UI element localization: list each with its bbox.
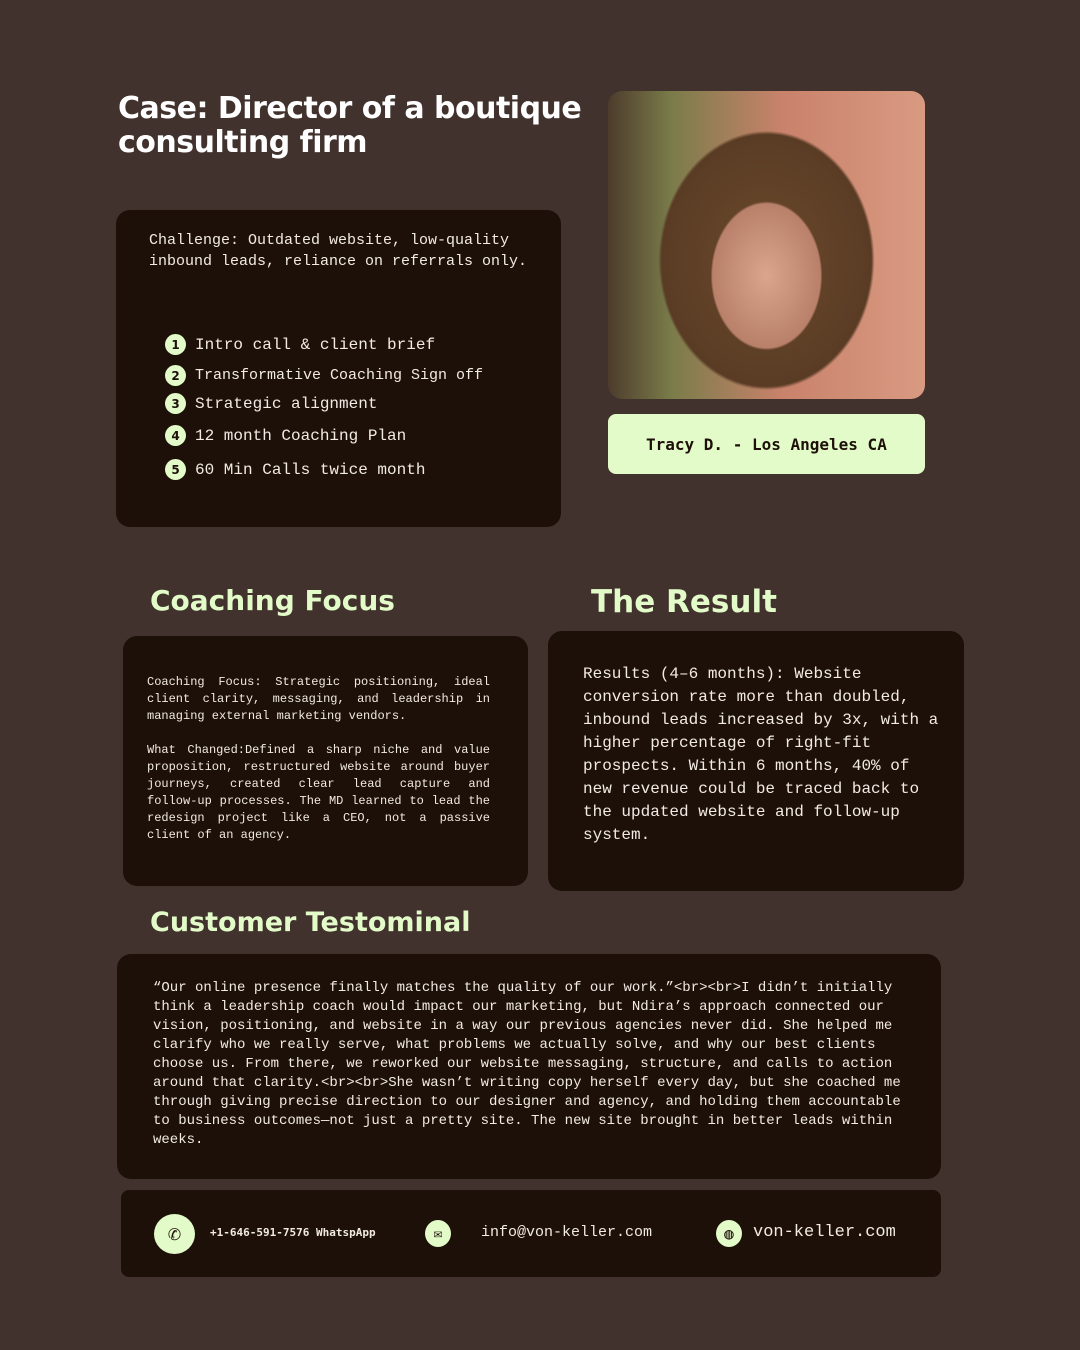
step-item — [165, 365, 483, 386]
website-link[interactable]: von-keller.com — [753, 1223, 896, 1242]
step-number: 1 — [165, 334, 186, 355]
page-title: Case: Director of a boutique consulting firm — [118, 91, 582, 160]
globe-icon: ◍ — [716, 1220, 742, 1247]
step-number: 5 — [165, 459, 186, 480]
step-label: 12 month Coaching Plan — [195, 426, 407, 445]
step-item — [165, 393, 377, 414]
challenge-text: Challenge: Outdated website, low-quality inbound leads, reliance on referrals only. — [149, 232, 528, 270]
step-number: 4 — [165, 425, 186, 446]
coaching-focus-text: Coaching Focus: Strategic positioning, ideal client clarity, messaging, and leadership in managing external marketing vendors. — [147, 675, 490, 723]
step-label: Transformative Coaching Sign off — [195, 367, 484, 384]
email-link[interactable]: info@von-keller.com — [481, 1224, 653, 1241]
result-heading: The Result — [591, 584, 777, 620]
client-photo — [608, 91, 925, 399]
testimonial-panel — [117, 954, 941, 1179]
testimonial-text: “Our online presence finally matches the quality of our work.”<br><br>I didn’t initially think a leadership coach would impact our marketing, but Ndira’s approach connected our vision, positioning, and website in a way our previous agencies never did. She helped me clarify who we really serve, what problems we actually solve, and why our best clients choose us. From there, we reworked our website messaging, structure, and calls to action around that clarity.<br><br>She wasn’t writing copy herself every day, but she coached me through giving precise direction to our designer and agency, and holding them accountable to business outcomes—not just a pretty site. The new site brought in better leads within weeks. — [153, 980, 901, 1148]
step-item — [165, 425, 406, 446]
step-item — [165, 459, 425, 480]
contact-bar — [121, 1190, 941, 1277]
coaching-focus-heading: Coaching Focus — [150, 584, 395, 617]
testimonial-heading: Customer Testominal — [150, 907, 471, 938]
step-label: 60 Min Calls twice month — [195, 460, 426, 479]
step-label: Strategic alignment — [195, 394, 378, 413]
what-changed-text: What Changed:Defined a sharp niche and value proposition, restructured website around buyer journeys, created clear lead capture and follow-up processes. The MD learned to lead the redesign project like a CEO, not a passive client of an agency. — [147, 743, 490, 842]
result-text: Results (4–6 months): Website conversion rate more than doubled, inbound leads increased by 3x, with a higher percentage of right-fit prospects. Within 6 months, 40% of new revenue could be traced back to the updated website and follow-up system. — [583, 665, 939, 844]
step-item — [165, 334, 435, 355]
coaching-focus-panel — [123, 636, 528, 886]
step-number: 2 — [165, 365, 186, 386]
phone-link[interactable]: +1-646-591-7576 WhatspApp — [210, 1226, 376, 1239]
client-name-badge: Tracy D. - Los Angeles CA — [608, 414, 925, 474]
mail-icon: ✉ — [425, 1220, 451, 1247]
result-panel — [548, 631, 964, 891]
step-label: Intro call & client brief — [195, 335, 436, 354]
phone-icon: ✆ — [154, 1214, 195, 1254]
step-number: 3 — [165, 393, 186, 414]
